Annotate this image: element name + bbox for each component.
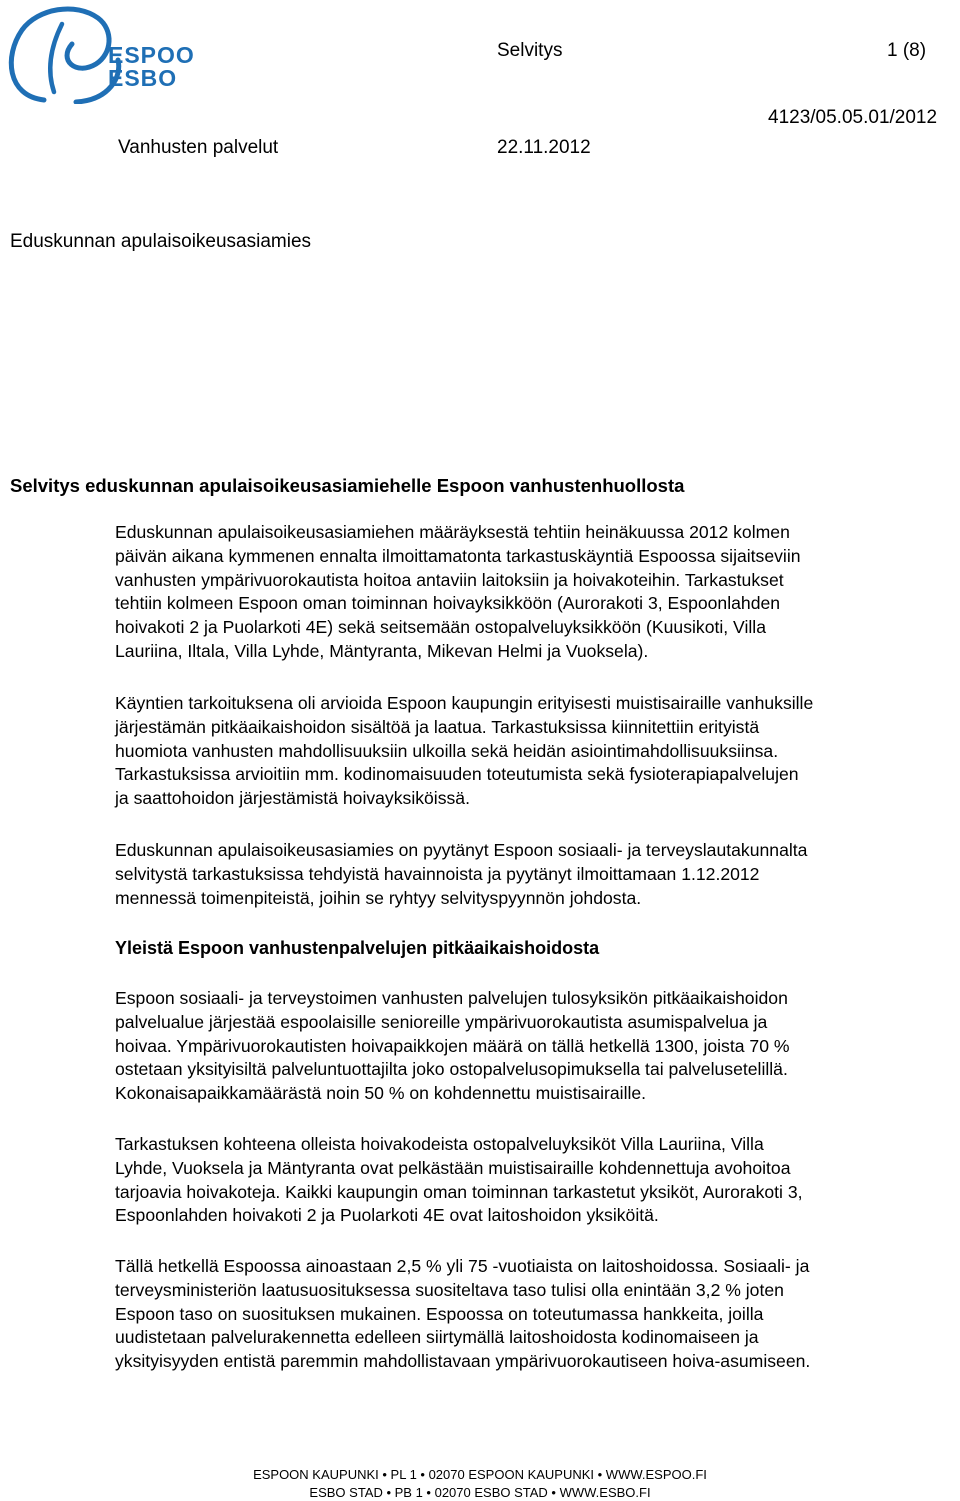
text-line: ostetaan yksityisiltä palveluntuottajilta joko ostopalvelusopimuksella tai palvelusetelillä.: [115, 1059, 788, 1080]
footer-line-swedish: ESBO STAD • PB 1 • 02070 ESBO STAD • WWW.ESBO.FI: [309, 1485, 651, 1500]
paragraph-purpose: [115, 692, 960, 811]
footer-line-finnish: ESPOON KAUPUNKI • PL 1 • 02070 ESPOON KAUPUNKI • WWW.ESPOO.FI: [253, 1467, 707, 1482]
text-line: Tarkastuksen kohteena olleista hoivakodeista ostopalveluyksiköt Villa Lauriina, Villa: [115, 1134, 764, 1154]
text-line: päivän aikana kymmenen ennalta ilmoittamatonta tarkastuskäyntiä Espoossa sijaitseviin: [115, 545, 801, 566]
paragraph-general: [115, 987, 960, 1106]
logo-text-esbo: ESBO: [108, 65, 178, 91]
text-line: Espoon taso on suosituksen mukainen. Espoossa on toteutumassa hankkeita, joilla: [115, 1303, 764, 1324]
page-number: 1 (8): [887, 40, 927, 61]
text-line: terveysministeriön laatusuosituksessa suositeltava taso tulisi olla enintään 3,2 % joten: [115, 1279, 784, 1300]
text-line: Espoon sosiaali- ja terveystoimen vanhusten palvelujen tulosyksikön pitkäaikaishoidon: [115, 988, 788, 1008]
paragraph-targets: [115, 1133, 960, 1228]
recipient: Eduskunnan apulaisoikeusasiamies: [10, 231, 312, 252]
text-line: vanhusten ympärivuorokautista hoitoa antaviin laitoksiin ja hoivakoteihin. Tarkastukset: [115, 569, 784, 590]
text-line: hoivaa. Ympärivuorokautisten hoivapaikkojen määrä on tällä hetkellä 1300, joista 70 %: [115, 1035, 790, 1056]
text-line: selvitystä tarkastuksissa tehdyistä havainnoista ja pyytänyt ilmoittamaan 1.12.2012: [115, 863, 760, 884]
text-line: Lyhde, Vuoksela ja Mäntyranta ovat pelkästään muistisairaille kohdennettuja avohoitoa: [115, 1157, 791, 1178]
text-line: palvelualue järjestää espoolaisille senioreille ympärivuorokautista asumispalvelua ja: [115, 1011, 768, 1032]
text-line: Kokonaisapaikkamäärästä noin 50 % on kohdennettu muistisairaille.: [115, 1083, 647, 1104]
text-line: tehtiin kolmeen Espoon oman toiminnan hoivayksikköön (Aurorakoti 3, Espoonlahden: [115, 593, 781, 614]
section-heading: Yleistä Espoon vanhustenpalvelujen pitkäaikaishoidosta: [115, 938, 600, 958]
text-line: Tällä hetkellä Espoossa ainoastaan 2,5 % yli 75 -vuotiaista on laitoshoidossa. Sosiaali- ja: [115, 1256, 810, 1276]
text-line: Lauriina, Iltala, Villa Lyhde, Mäntyranta, Mikevan Helmi ja Vuoksela).: [115, 640, 649, 661]
text-line: Tarkastuksissa arvioitiin mm. kodinomaisuuden toteutumista sekä fysioterapiapalvelujen: [115, 764, 799, 785]
department: Vanhusten palvelut: [118, 137, 279, 158]
text-line: uudistetaan palvelurakennetta edelleen siirtymällä laitoshoidosta kodinomaiseen ja: [115, 1327, 759, 1348]
espoo-logo: [2, 4, 212, 104]
text-line: yksityisyyden entistä paremmin mahdollistavaan ympärivuorokautiseen hoiva-asumiseen.: [115, 1351, 811, 1372]
paragraph-request: [115, 839, 960, 910]
text-line: ja saattohoidon järjestämistä hoivayksiköissä.: [115, 788, 470, 809]
text-line: tarjoavia hoivakoteja. Kaikki kaupungin oman toiminnan tarkastetut yksiköt, Aurorakoti 3,: [115, 1181, 803, 1202]
text-line: Käyntien tarkoituksena oli arvioida Espoon kaupungin erityisesti muistisairaille vanhuksille: [115, 693, 814, 713]
paragraph-inspections: [115, 521, 960, 664]
reference-number: 4123/05.05.01/2012: [768, 107, 938, 128]
text-line: Eduskunnan apulaisoikeusasiamies on pyytänyt Espoon sosiaali- ja terveyslautakunnalta: [115, 840, 808, 860]
text-line: Espoonlahden hoivakoti 2 ja Puolarkoti 4E ovat laitoshoidon yksiköitä.: [115, 1205, 659, 1226]
document-date: 22.11.2012: [497, 137, 591, 158]
paragraph-current-state: [115, 1255, 960, 1374]
text-line: mennessä toimenpiteistä, joihin se ryhtyy selvityspyynnön johdosta.: [115, 887, 642, 908]
text-line: Eduskunnan apulaisoikeusasiamiehen määräyksestä tehtiin heinäkuussa 2012 kolmen: [115, 522, 790, 542]
logo-text-espoo: ESPOO: [108, 42, 195, 68]
text-line: järjestämän pitkäaikaishoidon sisältöä ja laatua. Tarkastuksissa kiinnitettiin erityistä: [115, 716, 760, 737]
document-type: Selvitys: [497, 40, 563, 61]
text-line: huomiota vanhusten mahdollisuuksiin ulkoilla sekä heidän asiointimahdollisuuksiinsa.: [115, 740, 779, 761]
text-line: hoivakoti 2 ja Puolarkoti 4E) sekä seitsemään ostopalveluyksikköön (Kuusikoti, Villa: [115, 617, 766, 638]
document-title: Selvitys eduskunnan apulaisoikeusasiamiehelle Espoon vanhustenhuollosta: [10, 475, 685, 496]
